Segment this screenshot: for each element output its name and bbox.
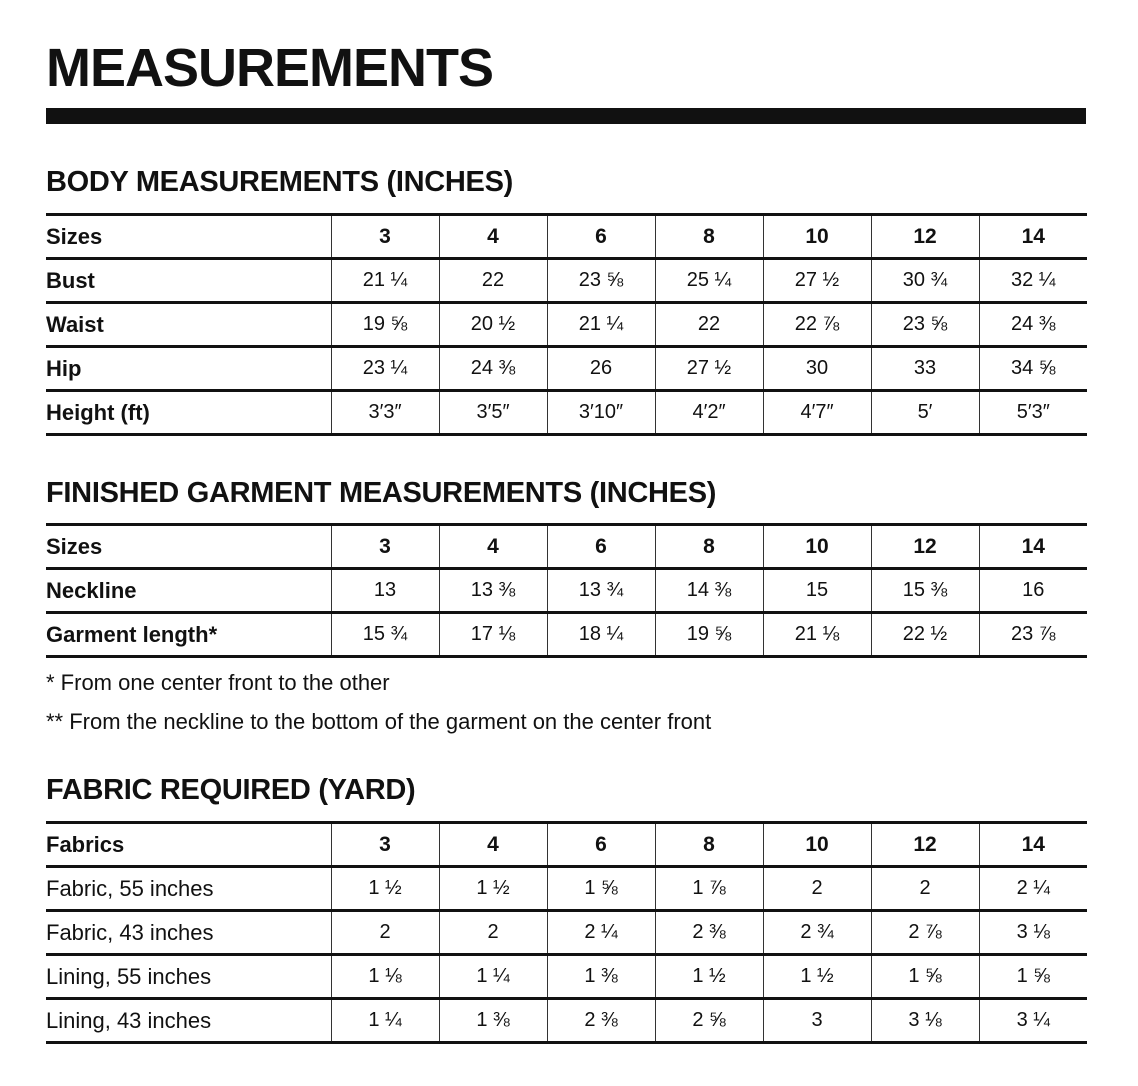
table-cell: 27 ½: [763, 259, 871, 303]
row-label: Lining, 55 inches: [46, 955, 331, 999]
table-cell: 3 ¼: [979, 999, 1087, 1043]
table-cell: 30 ¾: [871, 259, 979, 303]
table-header-row: [46, 525, 1087, 569]
table-cell: 2 ⅜: [655, 911, 763, 955]
size-header: 3: [331, 823, 439, 867]
table-cell: 1 ½: [763, 955, 871, 999]
table-header-row: [46, 215, 1087, 259]
table-cell: 23 ⅞: [979, 613, 1087, 657]
table-cell: 3 ⅛: [979, 911, 1087, 955]
size-header: 8: [655, 215, 763, 259]
table-cell: 1 ⅛: [331, 955, 439, 999]
size-header: 10: [763, 525, 871, 569]
table-cell: 34 ⅝: [979, 347, 1087, 391]
table-cell: 13 ¾: [547, 569, 655, 613]
table-cell: 2 ¼: [979, 867, 1087, 911]
table-row: [46, 347, 1087, 391]
body-measurements-table: [46, 213, 1087, 436]
table-row: [46, 391, 1087, 435]
size-header: 12: [871, 525, 979, 569]
page-title: MEASUREMENTS: [46, 38, 494, 98]
table-cell: 30: [763, 347, 871, 391]
size-header: 10: [763, 215, 871, 259]
table-cell: 19 ⅝: [331, 303, 439, 347]
row-label: Bust: [46, 259, 331, 303]
table-row: [46, 911, 1087, 955]
size-header: 10: [763, 823, 871, 867]
size-header: 8: [655, 823, 763, 867]
size-header: 14: [979, 525, 1087, 569]
row-label: Garment length*: [46, 613, 331, 657]
table-cell: 1 ½: [655, 955, 763, 999]
table-cell: 1 ⅜: [439, 999, 547, 1043]
table-cell: 5′3″: [979, 391, 1087, 435]
footnote: * From one center front to the other: [46, 670, 390, 695]
table-cell: 23 ⅝: [547, 259, 655, 303]
row-label: Lining, 43 inches: [46, 999, 331, 1043]
table-cell: 4′2″: [655, 391, 763, 435]
table-cell: 2 ⅝: [655, 999, 763, 1043]
table-cell: 27 ½: [655, 347, 763, 391]
table-row: [46, 259, 1087, 303]
table-cell: 4′7″: [763, 391, 871, 435]
table-cell: 1 ⅜: [547, 955, 655, 999]
table-cell: 2 ⅞: [871, 911, 979, 955]
table-cell: 1 ⅝: [871, 955, 979, 999]
size-header: 14: [979, 823, 1087, 867]
table-cell: 3′10″: [547, 391, 655, 435]
table-cell: 22 ⅞: [763, 303, 871, 347]
table-cell: 1 ½: [331, 867, 439, 911]
table-cell: 1 ¼: [331, 999, 439, 1043]
table-cell: 23 ⅝: [871, 303, 979, 347]
table-cell: 1 ½: [439, 867, 547, 911]
fabric-required-table: [46, 821, 1087, 1044]
table-cell: 18 ¼: [547, 613, 655, 657]
table-cell: 22 ½: [871, 613, 979, 657]
table-cell: 33: [871, 347, 979, 391]
table-cell: 1 ¼: [439, 955, 547, 999]
row-label: Fabric, 43 inches: [46, 911, 331, 955]
table-cell: 3 ⅛: [871, 999, 979, 1043]
table-cell: 13: [331, 569, 439, 613]
table-cell: 21 ⅛: [763, 613, 871, 657]
table-row: [46, 613, 1087, 657]
table-cell: 15: [763, 569, 871, 613]
table-cell: 25 ¼: [655, 259, 763, 303]
size-header: 8: [655, 525, 763, 569]
table-cell: 2: [763, 867, 871, 911]
table-cell: 21 ¼: [547, 303, 655, 347]
size-header: 6: [547, 823, 655, 867]
table-cell: 2: [439, 911, 547, 955]
size-header: 12: [871, 823, 979, 867]
table-cell: 1 ⅞: [655, 867, 763, 911]
header-label: Fabrics: [46, 823, 331, 867]
table-cell: 2 ⅜: [547, 999, 655, 1043]
table-cell: 1 ⅝: [547, 867, 655, 911]
header-label: Sizes: [46, 525, 331, 569]
table-cell: 15 ¾: [331, 613, 439, 657]
row-label: Fabric, 55 inches: [46, 867, 331, 911]
table-row: [46, 303, 1087, 347]
table-cell: 22: [655, 303, 763, 347]
table-cell: 23 ¼: [331, 347, 439, 391]
title-divider: [46, 108, 1086, 124]
size-header: 6: [547, 215, 655, 259]
table-cell: 20 ½: [439, 303, 547, 347]
row-label: Hip: [46, 347, 331, 391]
table-cell: 24 ⅜: [439, 347, 547, 391]
table-cell: 5′: [871, 391, 979, 435]
fabric-required-heading: FABRIC REQUIRED (YARD): [46, 774, 416, 806]
table-cell: 19 ⅝: [655, 613, 763, 657]
size-header: 3: [331, 215, 439, 259]
table-cell: 22: [439, 259, 547, 303]
size-header: 4: [439, 525, 547, 569]
size-header: 4: [439, 823, 547, 867]
table-cell: 3′5″: [439, 391, 547, 435]
table-header-row: [46, 823, 1087, 867]
size-header: 3: [331, 525, 439, 569]
size-header: 12: [871, 215, 979, 259]
footnote: ** From the neckline to the bottom of the garment on the center front: [46, 709, 712, 734]
table-cell: 3′3″: [331, 391, 439, 435]
table-cell: 2 ¼: [547, 911, 655, 955]
table-row: [46, 867, 1087, 911]
table-cell: 2: [331, 911, 439, 955]
table-cell: 16: [979, 569, 1087, 613]
table-cell: 17 ⅛: [439, 613, 547, 657]
table-cell: 1 ⅝: [979, 955, 1087, 999]
size-header: 6: [547, 525, 655, 569]
size-header: 4: [439, 215, 547, 259]
table-cell: 14 ⅜: [655, 569, 763, 613]
table-cell: 2: [871, 867, 979, 911]
table-cell: 26: [547, 347, 655, 391]
garment-measurements-table: [46, 523, 1087, 658]
header-label: Sizes: [46, 215, 331, 259]
garment-measurements-heading: FINISHED GARMENT MEASUREMENTS (INCHES): [46, 477, 717, 509]
row-label: Neckline: [46, 569, 331, 613]
row-label: Height (ft): [46, 391, 331, 435]
body-measurements-heading: BODY MEASUREMENTS (INCHES): [46, 166, 513, 198]
table-cell: 32 ¼: [979, 259, 1087, 303]
table-row: [46, 955, 1087, 999]
table-row: [46, 999, 1087, 1043]
table-cell: 3: [763, 999, 871, 1043]
table-cell: 15 ⅜: [871, 569, 979, 613]
table-cell: 2 ¾: [763, 911, 871, 955]
row-label: Waist: [46, 303, 331, 347]
table-cell: 24 ⅜: [979, 303, 1087, 347]
size-header: 14: [979, 215, 1087, 259]
table-cell: 13 ⅜: [439, 569, 547, 613]
table-cell: 21 ¼: [331, 259, 439, 303]
table-row: [46, 569, 1087, 613]
